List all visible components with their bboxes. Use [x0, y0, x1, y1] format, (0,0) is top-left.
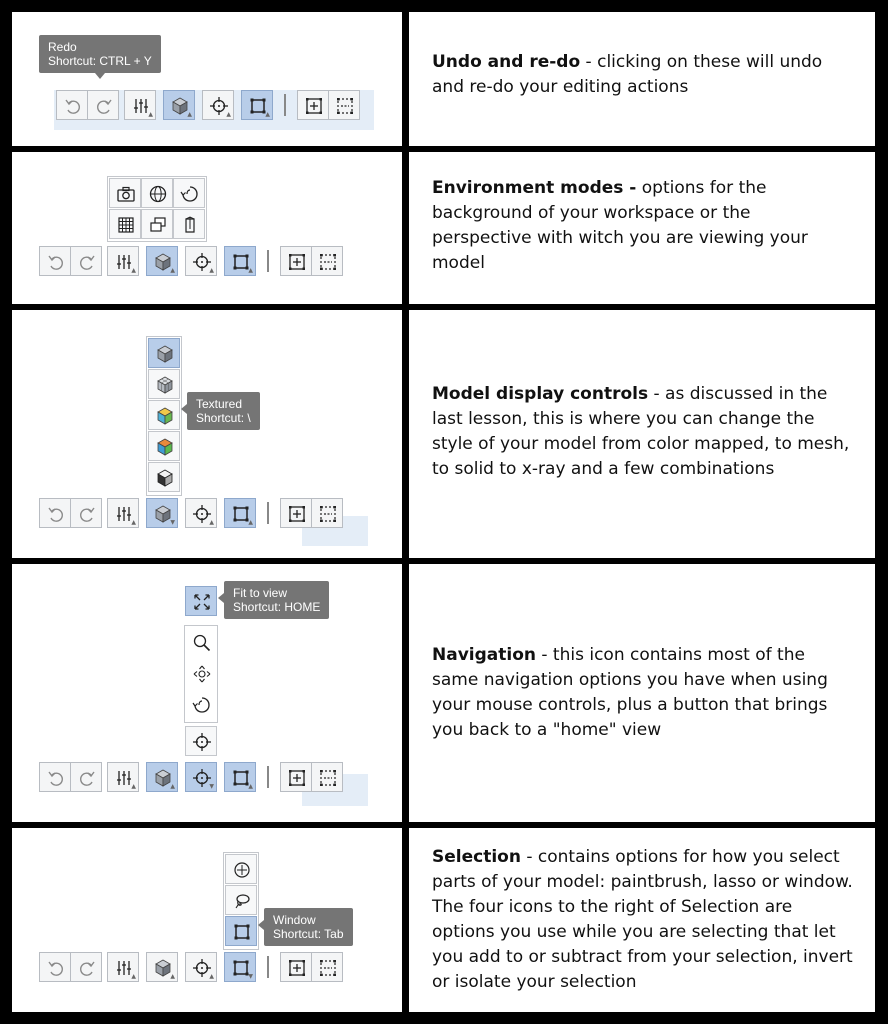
redo-button[interactable] [70, 246, 102, 276]
description-title: Selection [432, 847, 521, 867]
undo-button[interactable] [39, 762, 71, 792]
description-title: Environment modes - [432, 178, 637, 198]
tooltip-shortcut: Shortcut: HOME [233, 600, 321, 614]
selection-popup [223, 852, 259, 950]
dropdown-icon: ▲ [131, 973, 136, 980]
illustration-panel [12, 564, 402, 822]
dashed-selection-button[interactable] [311, 246, 343, 276]
settings-button[interactable] [107, 762, 139, 792]
grid-mode-button[interactable] [109, 209, 141, 239]
tooltip-arrow [95, 73, 105, 79]
dropdown-icon: ▲ [131, 783, 136, 790]
perspective-mode-button[interactable] [173, 209, 205, 239]
undo-button[interactable] [39, 498, 71, 528]
add-selection-icon [287, 768, 307, 788]
color-mapped-mode-button[interactable] [148, 431, 180, 461]
orbit-mode-button[interactable] [173, 178, 205, 208]
undo-icon [46, 252, 66, 272]
dropdown-icon: ▲ [265, 111, 270, 118]
dropdown-icon: ▼ [170, 519, 175, 526]
environment-modes-popup [107, 176, 207, 242]
undo-icon [46, 958, 66, 978]
dashed-selection-icon [335, 96, 355, 116]
redo-icon [77, 958, 97, 978]
tooltip-title: Redo [48, 40, 77, 54]
description-text [432, 50, 855, 100]
toolbar-separator [267, 766, 269, 788]
redo-button[interactable] [87, 90, 119, 120]
description-panel [409, 564, 875, 822]
description-text [432, 845, 855, 995]
add-selection-icon [287, 504, 307, 524]
undo-icon [46, 768, 66, 788]
redo-button[interactable] [70, 498, 102, 528]
description-body: - this icon contains most of the same navigation options you have when using your mouse controls, plus a button that brings you back to a "home" view [432, 645, 828, 740]
settings-button[interactable] [107, 952, 139, 982]
toolbar-separator [267, 502, 269, 524]
tooltip-title: Fit to view [233, 586, 288, 600]
dropdown-icon: ▲ [170, 783, 175, 790]
dashed-selection-icon [318, 768, 338, 788]
selection-button[interactable] [224, 498, 256, 528]
fit-to-view-button[interactable] [185, 586, 217, 616]
crosshair-icon [192, 732, 212, 752]
dropdown-icon: ▲ [170, 973, 175, 980]
settings-button[interactable] [124, 90, 156, 120]
solid-mode-button[interactable] [148, 338, 180, 368]
orbit-button[interactable] [185, 689, 217, 719]
description-title: Undo and re-do [432, 52, 581, 72]
display-button[interactable] [146, 762, 178, 792]
dropdown-icon: ▲ [209, 973, 214, 980]
selection-button[interactable] [224, 246, 256, 276]
paintbrush-icon [232, 860, 252, 880]
row-undo-redo [0, 12, 888, 146]
mesh-cube-icon [155, 375, 175, 395]
undo-icon [63, 96, 83, 116]
window-select-button[interactable] [225, 916, 257, 946]
solid-cube-icon [155, 344, 175, 364]
description-body: options for the background of your workspace or the perspective with witch you are viewing your model [432, 178, 808, 273]
tooltip-fit-to-view [224, 581, 329, 619]
description-body: - clicking on these will undo and re-do your editing actions [432, 52, 823, 97]
row-navigation [0, 564, 888, 822]
display-button[interactable] [146, 952, 178, 982]
add-selection-button[interactable] [280, 762, 312, 792]
add-selection-icon [304, 96, 324, 116]
display-modes-popup [146, 336, 182, 496]
toolbar [39, 498, 359, 534]
description-body: - contains options for how you select parts of your model: paintbrush, lasso or window. The four icons to the right of Selection are options you use while you are selecting that let you add to or subtract from your selection, invert or isolate your selection [432, 847, 853, 992]
illustration-panel [12, 828, 402, 1012]
settings-button[interactable] [107, 498, 139, 528]
tooltip-title: Textured [196, 397, 243, 411]
camera-mode-button[interactable] [109, 178, 141, 208]
toolbar [39, 762, 359, 798]
dropdown-icon: ▲ [248, 267, 253, 274]
camera-icon [116, 184, 136, 204]
settings-button[interactable] [107, 246, 139, 276]
toolbar-separator [267, 250, 269, 272]
redo-icon [77, 504, 97, 524]
dashed-selection-button[interactable] [311, 498, 343, 528]
dropdown-icon: ▲ [226, 111, 231, 118]
grid-icon [116, 215, 136, 235]
layers-mode-button[interactable] [141, 209, 173, 239]
pan-icon [192, 664, 212, 684]
add-selection-button[interactable] [297, 90, 329, 120]
navigation-popup [184, 625, 218, 723]
globe-icon [148, 184, 168, 204]
redo-button[interactable] [70, 762, 102, 792]
dropdown-icon: ▲ [131, 267, 136, 274]
row-model-display [0, 310, 888, 558]
dropdown-icon: ▲ [209, 519, 214, 526]
textured-mode-button[interactable] [148, 400, 180, 430]
selection-button[interactable] [224, 762, 256, 792]
selection-button[interactable] [241, 90, 273, 120]
redo-button[interactable] [70, 952, 102, 982]
description-text [432, 176, 855, 276]
add-selection-button[interactable] [280, 498, 312, 528]
description-panel [409, 12, 875, 146]
dropdown-icon: ▲ [248, 783, 253, 790]
undo-icon [46, 504, 66, 524]
dropdown-icon: ▲ [187, 111, 192, 118]
selection-button[interactable] [224, 952, 256, 982]
tooltip-arrow [258, 920, 264, 930]
description-body: - as discussed in the last lesson, this is where you can change the style of your model from color mapped, to mesh, to solid to x-ray and a few combinations [432, 384, 850, 479]
add-selection-button[interactable] [280, 952, 312, 982]
toolbar-separator [284, 94, 286, 116]
tooltip-textured [187, 392, 260, 430]
description-text [432, 643, 855, 743]
illustration-panel [12, 12, 402, 146]
zoom-button[interactable] [185, 627, 217, 657]
tooltip-arrow [181, 404, 187, 414]
tooltip-shortcut: Shortcut: \ [196, 411, 251, 425]
tooltip-window [264, 908, 353, 946]
pan-button[interactable] [185, 658, 217, 688]
tooltip-shortcut: Shortcut: Tab [273, 927, 344, 941]
orbit-icon [192, 695, 212, 715]
dashed-selection-icon [318, 958, 338, 978]
display-button[interactable] [146, 246, 178, 276]
undo-button[interactable] [56, 90, 88, 120]
navigation-button[interactable] [185, 246, 217, 276]
display-button[interactable] [163, 90, 195, 120]
xray-cube-icon [155, 468, 175, 488]
dropdown-icon: ▲ [131, 519, 136, 526]
mesh-mode-button[interactable] [148, 369, 180, 399]
layers-icon [148, 215, 168, 235]
description-text [432, 382, 855, 482]
color-mapped-cube-icon [155, 437, 175, 457]
toolbar [39, 952, 359, 988]
dropdown-icon: ▲ [248, 519, 253, 526]
illustration-panel [12, 152, 402, 304]
window-select-icon [232, 922, 252, 942]
add-selection-icon [287, 958, 307, 978]
dropdown-icon: ▼ [209, 783, 214, 790]
globe-mode-button[interactable] [141, 178, 173, 208]
toolbar [56, 90, 376, 126]
lasso-icon [232, 891, 252, 911]
fit-to-view-icon [192, 592, 212, 612]
orbit-icon [180, 184, 200, 204]
dashed-selection-button[interactable] [311, 952, 343, 982]
tooltip-redo [39, 35, 161, 73]
undo-button[interactable] [39, 246, 71, 276]
illustration-panel [12, 310, 402, 558]
navigation-button[interactable] [185, 952, 217, 982]
dashed-selection-button[interactable] [328, 90, 360, 120]
navigation-button[interactable] [185, 762, 217, 792]
description-title: Model display controls [432, 384, 649, 404]
description-title: Navigation [432, 645, 536, 665]
redo-icon [77, 768, 97, 788]
dashed-selection-icon [318, 252, 338, 272]
add-selection-icon [287, 252, 307, 272]
display-button[interactable] [146, 498, 178, 528]
dashed-selection-button[interactable] [311, 762, 343, 792]
dropdown-icon: ▲ [148, 111, 153, 118]
center-button[interactable] [185, 726, 217, 756]
dropdown-icon: ▲ [170, 267, 175, 274]
redo-icon [77, 252, 97, 272]
zoom-icon [192, 633, 212, 653]
row-environment-modes [0, 152, 888, 304]
navigation-button[interactable] [202, 90, 234, 120]
description-panel [409, 828, 875, 1012]
paintbrush-select-button[interactable] [225, 854, 257, 884]
row-selection [0, 828, 888, 1012]
textured-cube-icon [155, 406, 175, 426]
tooltip-shortcut: Shortcut: CTRL + Y [48, 54, 152, 68]
undo-button[interactable] [39, 952, 71, 982]
toolbar-separator [267, 956, 269, 978]
tooltip-title: Window [273, 913, 316, 927]
toolbar [39, 246, 359, 282]
tooltip-arrow [218, 593, 224, 603]
navigation-button[interactable] [185, 498, 217, 528]
dashed-selection-icon [318, 504, 338, 524]
redo-icon [94, 96, 114, 116]
lasso-select-button[interactable] [225, 885, 257, 915]
perspective-icon [180, 215, 200, 235]
description-panel [409, 310, 875, 558]
add-selection-button[interactable] [280, 246, 312, 276]
description-panel [409, 152, 875, 304]
xray-mode-button[interactable] [148, 462, 180, 492]
dropdown-icon: ▼ [248, 973, 253, 980]
dropdown-icon: ▲ [209, 267, 214, 274]
